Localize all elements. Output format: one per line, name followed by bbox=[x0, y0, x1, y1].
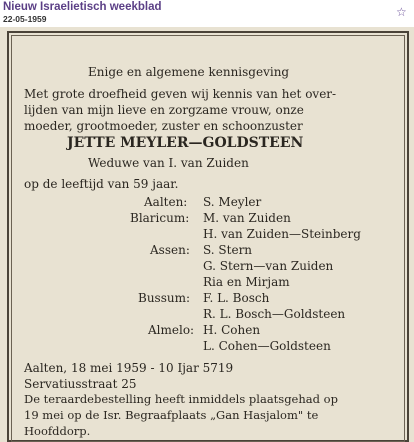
intro-line: lijden van mijn lieve en zorgzame vrouw, onze bbox=[24, 103, 304, 117]
family-name: F. L. Bosch bbox=[203, 291, 270, 305]
family-name: Ria en Mirjam bbox=[203, 275, 290, 289]
newspaper-title[interactable]: Nieuw Israelietisch weekblad bbox=[3, 1, 162, 13]
address-line: Servatiusstraat 25 bbox=[24, 377, 137, 391]
family-name: G. Stern—van Zuiden bbox=[203, 259, 334, 273]
family-name: H. Cohen bbox=[203, 323, 261, 337]
widow-line: Weduwe van I. van Zuiden bbox=[88, 156, 249, 170]
family-name: R. L. Bosch—Goldsteen bbox=[203, 307, 346, 321]
intro-line: moeder, grootmoeder, zuster en schoonzuster bbox=[24, 119, 303, 133]
family-place: Almelo: bbox=[148, 323, 195, 337]
family-place: Blaricum: bbox=[130, 211, 190, 225]
family-place: Assen: bbox=[150, 243, 190, 257]
family-name: H. van Zuiden—Steinberg bbox=[203, 227, 361, 241]
header-bar bbox=[0, 0, 414, 26]
star-icon[interactable]: ☆ bbox=[396, 5, 407, 19]
deceased-name: JETTE MEYLER—GOLDSTEEN bbox=[67, 135, 304, 151]
publication-date: 22-05-1959 bbox=[3, 14, 47, 24]
family-name: L. Cohen—Goldsteen bbox=[203, 339, 331, 353]
family-name: S. Stern bbox=[203, 243, 253, 257]
family-place: Bussum: bbox=[138, 291, 191, 305]
family-name: S. Meyler bbox=[203, 195, 262, 209]
intro-line: Met grote droefheid geven wij kennis van het over- bbox=[24, 87, 337, 101]
burial-line: De teraardebestelling heeft inmiddels plaatsgehad op bbox=[24, 392, 338, 406]
burial-line: 19 mei op de Isr. Begraafplaats „Gan Hasjalom" te bbox=[24, 408, 319, 422]
family-place: Aalten: bbox=[144, 195, 188, 209]
family-name: M. van Zuiden bbox=[203, 211, 291, 225]
notice-heading: Enige en algemene kennisgeving bbox=[88, 65, 290, 79]
burial-line: Hoofddorp. bbox=[24, 424, 91, 438]
date-line: Aalten, 18 mei 1959 - 10 Ijar 5719 bbox=[24, 361, 234, 375]
age-line: op de leeftijd van 59 jaar. bbox=[24, 177, 179, 191]
